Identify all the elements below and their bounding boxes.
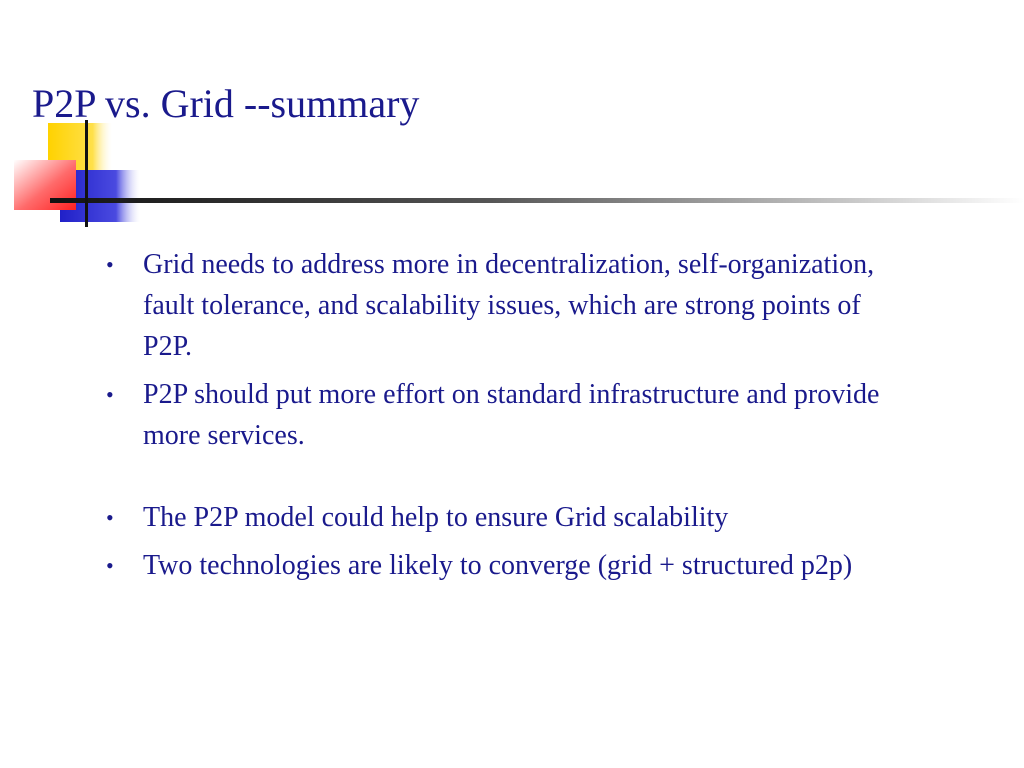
bullet-dot-icon: • [106, 505, 114, 530]
bullet-text: Two technologies are likely to converge (grid + structured p2p) [143, 550, 853, 581]
vertical-rule [85, 120, 88, 227]
horizontal-rule [50, 198, 1024, 203]
bullet-text: Grid needs to address more in decentralization, self-organization, fault tolerance, and scalability issues, which are strong points of P2P. [143, 249, 875, 362]
list-item [102, 497, 902, 538]
list-item [102, 244, 902, 367]
bullet-dot-icon: • [106, 553, 114, 578]
bullet-list [102, 244, 902, 593]
slide-title: P2P vs. Grid --summary [32, 81, 420, 126]
bullet-dot-icon: • [106, 252, 114, 277]
bullet-text: The P2P model could help to ensure Grid scalability [143, 502, 729, 533]
bullet-dot-icon: • [106, 382, 114, 407]
bullet-text: P2P should put more effort on standard infrastructure and provide more services. [143, 379, 880, 451]
list-item [102, 374, 902, 456]
list-item [102, 545, 902, 586]
